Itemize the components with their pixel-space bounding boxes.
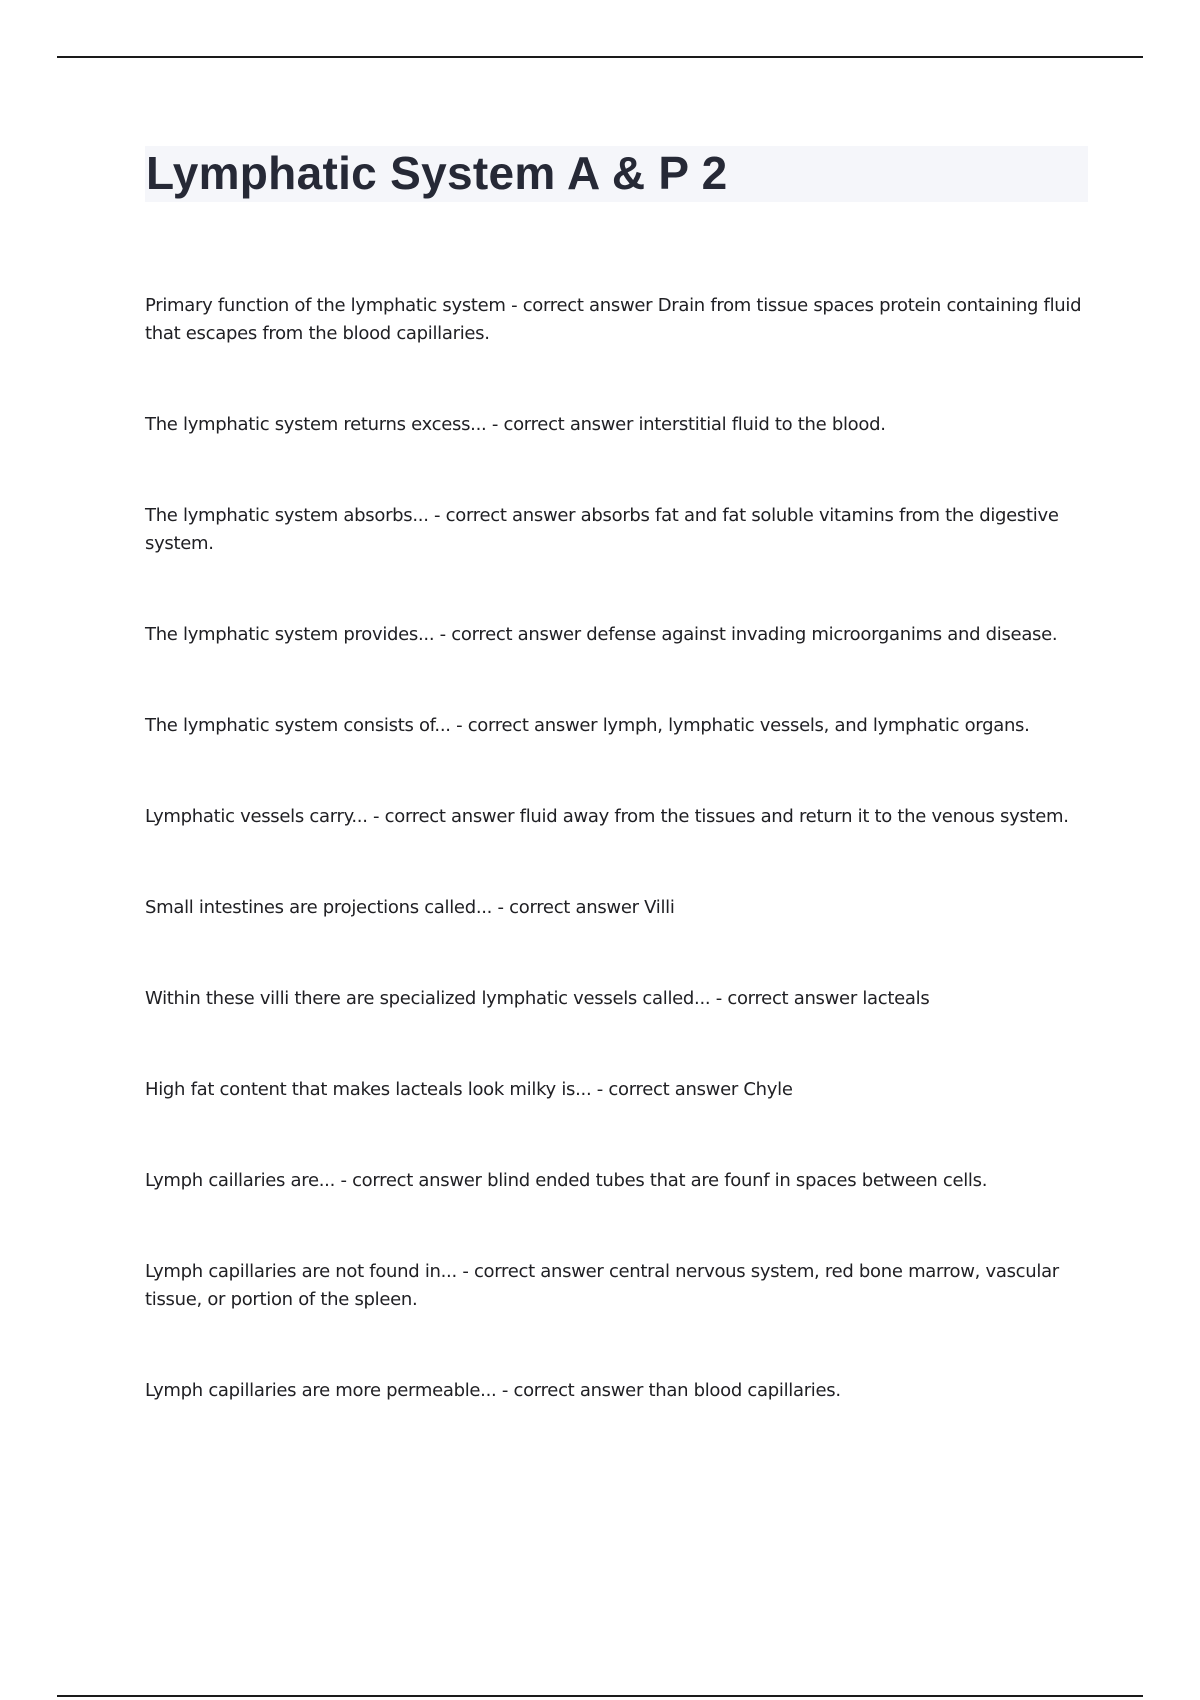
question-text: Within these villi there are specialized lymphatic vessels called... [145,988,711,1009]
answer-text: Drain from tissue spaces protein containing fluid that escapes from the blood capillaries. [145,295,1082,344]
qa-item [145,502,1090,558]
qa-item [145,1167,1090,1195]
qa-item [145,1377,1090,1405]
question-text: The lymphatic system absorbs... [145,505,429,526]
qa-item [145,621,1090,649]
question-text: The lymphatic system consists of... [145,715,451,736]
bottom-rule [57,1695,1143,1697]
qa-list [145,292,1090,1468]
answer-text: lacteals [862,988,930,1009]
top-rule [57,56,1143,58]
question-text: Lymphatic vessels carry... [145,806,368,827]
answer-text: Chyle [743,1079,793,1100]
answer-text: lymph, lymphatic vessels, and lymphatic organs. [602,715,1030,736]
answer-text: defense against invading microorganims and disease. [586,624,1058,645]
answer-text: absorbs fat and fat soluble vitamins from the digestive system. [145,505,1059,554]
question-text: Lymph capillaries are not found in... [145,1261,457,1282]
answer-separator: - correct answer [450,715,603,736]
answer-text: central nervous system, red bone marrow, vascular tissue, or portion of the spleen. [145,1261,1059,1310]
answer-text: blind ended tubes that are founf in spaces between cells. [487,1170,988,1191]
question-text: Lymph caillaries are... [145,1170,336,1191]
page-title: Lymphatic System A & P 2 [146,147,728,199]
answer-separator: - correct answer [367,806,520,827]
question-text: Primary function of the lymphatic system [145,295,506,316]
answer-separator: - correct answer [434,624,587,645]
question-text: Small intestines are projections called... [145,897,493,918]
qa-item [145,411,1090,439]
answer-text: than blood capillaries. [648,1380,841,1401]
qa-item [145,1076,1090,1104]
answer-separator: - correct answer [591,1079,744,1100]
qa-item [145,894,1090,922]
answer-separator: - correct answer [505,295,658,316]
answer-separator: - correct answer [492,897,645,918]
answer-separator: - correct answer [496,1380,649,1401]
question-text: The lymphatic system provides... [145,624,435,645]
qa-item [145,985,1090,1013]
qa-item [145,1258,1090,1314]
qa-item [145,712,1090,740]
answer-separator: - correct answer [335,1170,488,1191]
answer-text: fluid away from the tissues and return it to the venous system. [519,806,1069,827]
answer-separator: - correct answer [486,414,639,435]
answer-text: interstitial fluid to the blood. [638,414,886,435]
answer-text: Villi [644,897,675,918]
qa-item [145,292,1090,348]
question-text: Lymph capillaries are more permeable... [145,1380,497,1401]
answer-separator: - correct answer [710,988,863,1009]
answer-separator: - correct answer [428,505,581,526]
question-text: High fat content that makes lacteals look milky is... [145,1079,592,1100]
qa-item [145,803,1090,831]
question-text: The lymphatic system returns excess... [145,414,487,435]
answer-separator: - correct answer [456,1261,609,1282]
